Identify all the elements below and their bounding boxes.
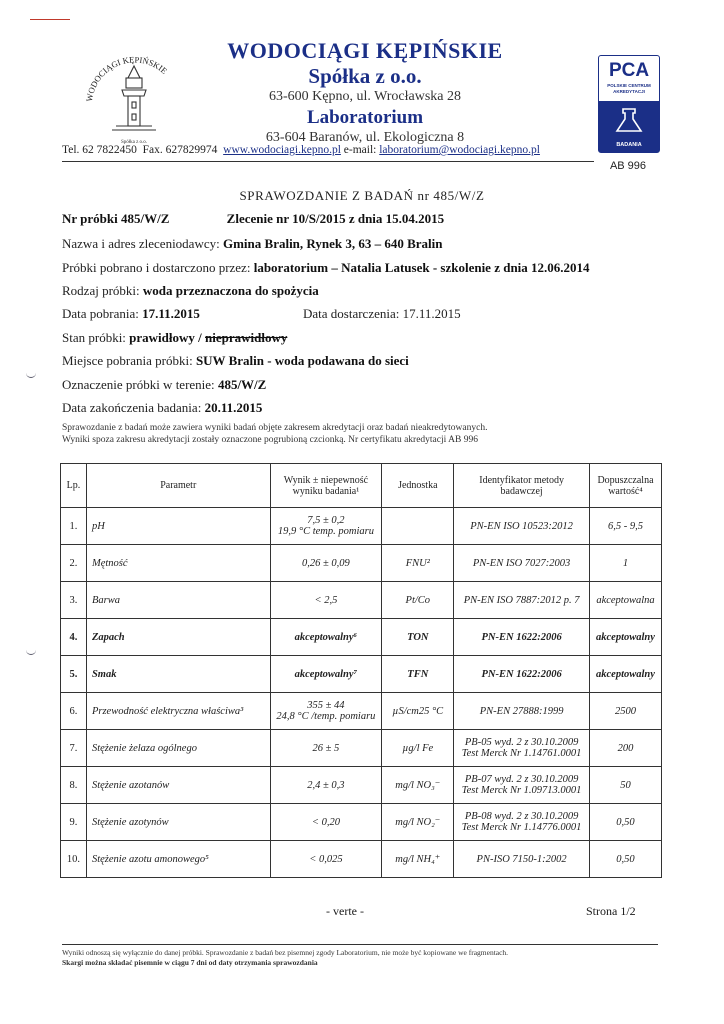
table-cell: mg/l NO₂⁻ — [382, 804, 454, 841]
date-delivered-label: Data dostarczenia: — [303, 306, 400, 321]
table-cell: akceptowalny⁶ — [270, 619, 382, 656]
website-link[interactable]: www.wodociagi.kepno.pl — [223, 144, 341, 156]
end-date-label: Data zakończenia badania: — [62, 400, 202, 415]
table-row — [61, 656, 662, 693]
table-cell: Pt/Co — [382, 582, 454, 619]
table-cell: 0,50 — [589, 804, 661, 841]
table-row — [61, 841, 662, 878]
table-cell: 355 ± 44 24,8 °C /temp. pomiaru — [270, 693, 382, 730]
accreditation-number: AB 996 — [609, 160, 647, 172]
table-cell: PB-05 wyd. 2 z 30.10.2009 Test Merck Nr 1.14761.0001 — [454, 730, 590, 767]
table-cell: Przewodność elektryczna właściwa³ — [86, 693, 270, 730]
table-cell: akceptowalny⁷ — [270, 656, 382, 693]
sample-type-row — [62, 283, 319, 299]
table-row — [61, 693, 662, 730]
footer-divider — [62, 944, 658, 945]
sample-state-value: prawidłowy / — [129, 330, 202, 345]
header-param: Parametr — [86, 464, 270, 508]
sample-state-row — [62, 330, 287, 346]
date-sampled-value: 17.11.2015 — [142, 306, 200, 321]
table-cell: PN-EN ISO 10523:2012 — [454, 508, 590, 545]
margin-punch-mark — [26, 648, 36, 655]
header-result: Wynik ± niepewność wyniku badania¹ — [270, 464, 382, 508]
table-row — [61, 545, 662, 582]
logo-arc-text: WODOCIĄGI KĘPIŃSKIE — [84, 54, 170, 103]
sample-number-label: Nr próbki — [62, 211, 118, 226]
table-cell: 7,5 ± 0,2 19,9 °C temp. pomiaru — [270, 508, 382, 545]
phone: Tel. 62 7822450 — [62, 144, 137, 156]
sample-type-label: Rodzaj próbki: — [62, 283, 140, 298]
table-header-row — [61, 464, 662, 508]
fax: Fax. 627829974 — [142, 144, 218, 156]
flask-icon — [599, 101, 659, 139]
table-row — [61, 767, 662, 804]
sampled-by-row — [62, 260, 590, 276]
date-sampled-row — [62, 306, 200, 322]
page-number: Strona 1/2 — [586, 904, 636, 918]
table-row — [61, 582, 662, 619]
table-cell: PB-08 wyd. 2 z 30.10.2009 Test Merck Nr 1.14776.0001 — [454, 804, 590, 841]
sample-state-struck: nieprawidłowy — [205, 330, 288, 345]
client-value: Gmina Bralin, Rynek 3, 63 – 640 Bralin — [222, 236, 443, 251]
company-form: Spółka z o.o. — [308, 64, 422, 88]
table-cell: pH — [86, 508, 270, 545]
date-delivered-row — [303, 306, 461, 322]
report-title: SPRAWOZDANIE Z BADAŃ nr 485/W/Z — [239, 188, 485, 203]
table-cell: PN-EN 27888:1999 — [454, 693, 590, 730]
table-cell: 0,50 — [589, 841, 661, 878]
results-table — [60, 463, 662, 878]
table-cell: akceptowalny — [589, 656, 661, 693]
table-cell: mg/l NO₃⁻ — [382, 767, 454, 804]
pca-badania: BADANIA — [616, 142, 642, 148]
accreditation-note-2: Wyniki spoza zakresu akredytacji zostały oznaczone pogrubioną czcionką. Nr certyfikatu akredytacji AB 996 — [62, 435, 478, 445]
company-logo — [82, 50, 187, 150]
table-row — [61, 804, 662, 841]
sample-type-value: woda przeznaczona do spożycia — [142, 283, 319, 298]
table-row — [61, 730, 662, 767]
table-cell: 2,4 ± 0,3 — [270, 767, 382, 804]
table-cell: TON — [382, 619, 454, 656]
table-cell: < 0,20 — [270, 804, 382, 841]
table-cell: Mętność — [86, 545, 270, 582]
table-cell: 200 — [589, 730, 661, 767]
table-cell: PN-EN 1622:2006 — [454, 656, 590, 693]
sample-number: 485/W/Z — [121, 211, 170, 226]
table-cell: 2. — [61, 545, 87, 582]
table-cell: TFN — [382, 656, 454, 693]
table-cell: < 2,5 — [270, 582, 382, 619]
sample-number-row — [62, 211, 444, 227]
table-cell: Stężenie azotynów — [86, 804, 270, 841]
table-cell: 9. — [61, 804, 87, 841]
pca-accreditation-badge — [598, 55, 660, 153]
table-cell: PN-EN 1622:2006 — [454, 619, 590, 656]
table-cell: 6. — [61, 693, 87, 730]
marking-row — [62, 377, 266, 393]
table-cell: µS/cm25 °C — [382, 693, 454, 730]
header-method: Identyfikator metody badawczej — [454, 464, 590, 508]
email-label: e-mail: — [343, 144, 377, 156]
company-header — [200, 38, 530, 147]
table-cell: Smak — [86, 656, 270, 693]
table-cell: Zapach — [86, 619, 270, 656]
table-cell: µg/l Fe — [382, 730, 454, 767]
footer-note-1: Wyniki odnoszą się wyłącznie do danej próbki. Sprawozdanie z badań bez pisemnej zgody Laboratorium, nie może być kopiowane we fragmentach. — [62, 948, 509, 957]
footer-notes — [62, 948, 508, 968]
lab-name: Laboratorium — [306, 107, 424, 128]
table-cell: 5. — [61, 656, 87, 693]
table-row — [61, 619, 662, 656]
top-margin-line — [30, 19, 70, 20]
company-address: 63-600 Kępno, ul. Wrocławska 28 — [268, 89, 462, 104]
pca-brand-line1: POLSKIE CENTRUM — [607, 83, 651, 88]
end-date-value: 20.11.2015 — [204, 400, 263, 415]
email-link[interactable]: laboratorium@wodociagi.kepno.pl — [379, 144, 540, 156]
table-cell: 1 — [589, 545, 661, 582]
table-cell: PN-ISO 7150-1:2002 — [454, 841, 590, 878]
marking-value: 485/W/Z — [217, 377, 267, 392]
logo-caption: Spółka z o.o. — [120, 140, 148, 145]
table-cell: PB-07 wyd. 2 z 30.10.2009 Test Merck Nr 1.09713.0001 — [454, 767, 590, 804]
table-cell: 0,26 ± 0,09 — [270, 545, 382, 582]
end-date-row — [62, 400, 262, 416]
table-cell: Stężenie azotanów — [86, 767, 270, 804]
table-cell: Stężenie azotu amonowego⁵ — [86, 841, 270, 878]
table-cell: 3. — [61, 582, 87, 619]
pca-brand: PCA — [608, 60, 650, 81]
table-cell: 26 ± 5 — [270, 730, 382, 767]
table-cell: FNU² — [382, 545, 454, 582]
table-cell: mg/l NH₄⁺ — [382, 841, 454, 878]
sample-state-label: Stan próbki: — [62, 330, 126, 345]
sampled-by-value: laboratorium – Natalia Latusek - szkolenie z dnia 12.06.2014 — [253, 260, 590, 275]
client-row — [62, 236, 442, 252]
table-cell: 6,5 - 9,5 — [589, 508, 661, 545]
footer-note-2: Skargi można składać pisemnie w ciągu 7 dni od daty otrzymania sprawozdania — [62, 958, 318, 967]
marking-label: Oznaczenie próbki w terenie: — [62, 377, 215, 392]
table-cell: 50 — [589, 767, 661, 804]
lab-address: 63-604 Baranów, ul. Ekologiczna 8 — [265, 130, 465, 145]
header-divider — [62, 161, 594, 162]
header-lp: Lp. — [61, 464, 87, 508]
place-value: SUW Bralin - woda podawana do sieci — [195, 353, 409, 368]
table-cell: 7. — [61, 730, 87, 767]
table-row — [61, 508, 662, 545]
company-name: WODOCIĄGI KĘPIŃSKIE — [227, 38, 503, 63]
order-text: Zlecenie nr 10/S/2015 z dnia 15.04.2015 — [226, 211, 445, 226]
sampled-by-label: Próbki pobrano i dostarczono przez: — [62, 260, 251, 275]
date-sampled-label: Data pobrania: — [62, 306, 139, 321]
margin-punch-mark — [26, 371, 36, 378]
table-cell: akceptowalna — [589, 582, 661, 619]
table-cell: 10. — [61, 841, 87, 878]
contact-line — [62, 144, 540, 156]
table-cell: akceptowalny — [589, 619, 661, 656]
table-cell: < 0,025 — [270, 841, 382, 878]
place-row — [62, 353, 409, 369]
pca-brand-line2: AKREDYTACJI — [613, 89, 645, 94]
header-unit: Jednostka — [382, 464, 454, 508]
place-label: Miejsce pobrania próbki: — [62, 353, 193, 368]
accreditation-note-1: Sprawozdanie z badań może zawiera wyniki badań objęte zakresem akredytacji oraz badań nieakredytowanych. — [62, 423, 488, 433]
client-label: Nazwa i adres zleceniodawcy: — [62, 236, 220, 251]
table-cell: Stężenie żelaza ogólnego — [86, 730, 270, 767]
table-cell: Barwa — [86, 582, 270, 619]
table-cell: 8. — [61, 767, 87, 804]
table-cell: 2500 — [589, 693, 661, 730]
table-cell: 1. — [61, 508, 87, 545]
table-cell: PN-EN ISO 7887:2012 p. 7 — [454, 582, 590, 619]
table-cell: PN-EN ISO 7027:2003 — [454, 545, 590, 582]
header-allowed: Dopuszczalna wartość⁴ — [589, 464, 661, 508]
table-cell: 4. — [61, 619, 87, 656]
table-cell — [382, 508, 454, 545]
verte-label: - verte - — [326, 904, 364, 918]
date-delivered-value: 17.11.2015 — [402, 306, 461, 321]
